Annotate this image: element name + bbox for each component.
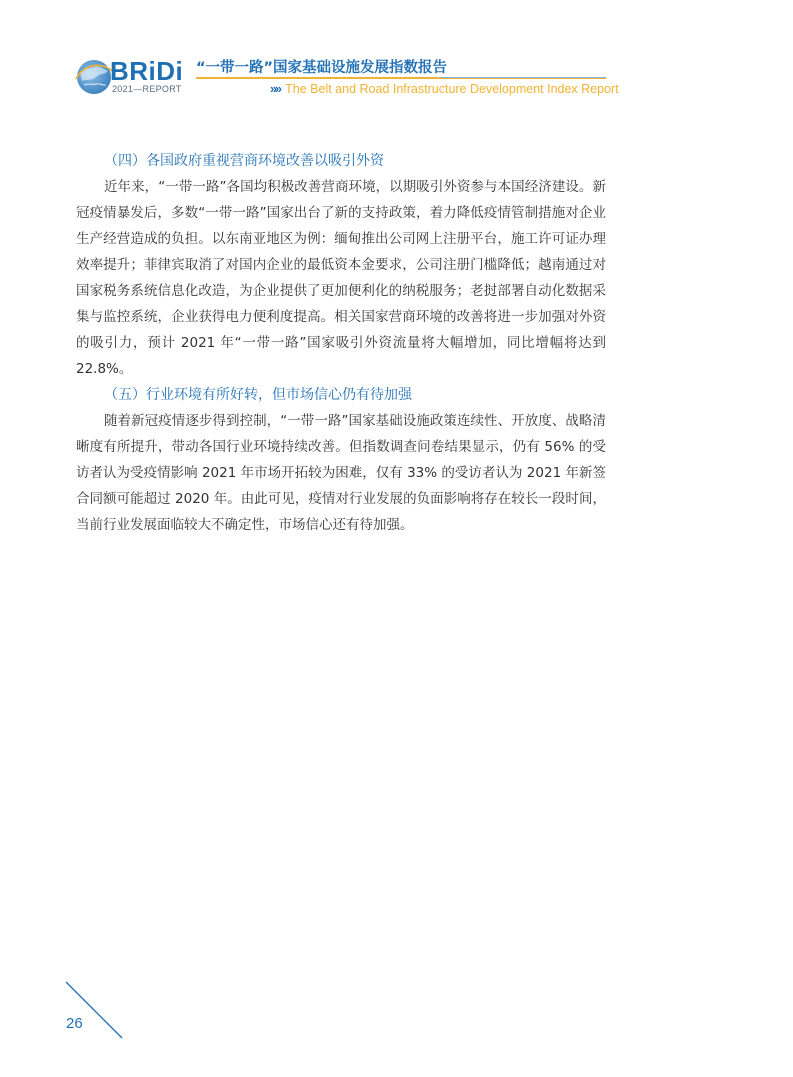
section-heading-4: （四）各国政府重视营商环境改善以吸引外资 — [104, 153, 384, 169]
logo-subtext: 2021—REPORT — [112, 84, 182, 94]
report-header — [0, 0, 793, 110]
bridi-logo — [74, 55, 186, 99]
section-paragraph-5: 随着新冠疫情逐步得到控制，“一带一路”国家基础设施政策连续性、开放度、战略清晰度有所提升，带动各国行业环境持续改善。但指数调查问卷结果显示，仍有 56% 的受访者认为受疫情影响 2021 年市场开拓较为困难，仅有 33% 的受访者认为 2021 年新签合同额可能超过 2020 年。由此可见，疫情对行业发展的负面影响将存在较长一段时间，当前行业发展面临较大不确定性，市场信心还有待加强。 — [76, 413, 606, 533]
report-title-en-text: The Belt and Road Infrastructure Development Index Report — [285, 82, 619, 96]
section-heading-5: （五）行业环境有所好转，但市场信心仍有待加强 — [104, 387, 412, 403]
page-number: 26 — [66, 1015, 83, 1032]
report-title-en — [270, 82, 619, 96]
title-divider-secondary — [440, 77, 606, 78]
section-paragraph-4: 近年来，“一带一路”各国均积极改善营商环境，以期吸引外资参与本国经济建设。新冠疫情暴发后，多数“一带一路”国家出台了新的支持政策，着力降低疫情管制措施对企业生产经营造成的负担。以东南亚地区为例：缅甸推出公司网上注册平台，施工许可证办理效率提升；菲律宾取消了对国内企业的最低资本金要求，公司注册门槛降低；越南通过对国家税务系统信息化改造，为企业提供了更加便利化的纳税服务；老挝部署自动化数据采集与监控系统，企业获得电力便利度提高。相关国家营商环境的改善将进一步加强对外资的吸引力，预计 2021 年“一带一路”国家吸引外资流量将大幅增加，同比增幅将达到 22.8%。 — [76, 179, 606, 377]
body-content — [76, 148, 606, 538]
report-title-cn: “一带一路”国家基础设施发展指数报告 — [196, 60, 448, 76]
chevron-right-icon: »» — [270, 82, 280, 96]
corner-decoration — [60, 980, 130, 1044]
logo-wordmark: BRiDi — [110, 56, 184, 86]
